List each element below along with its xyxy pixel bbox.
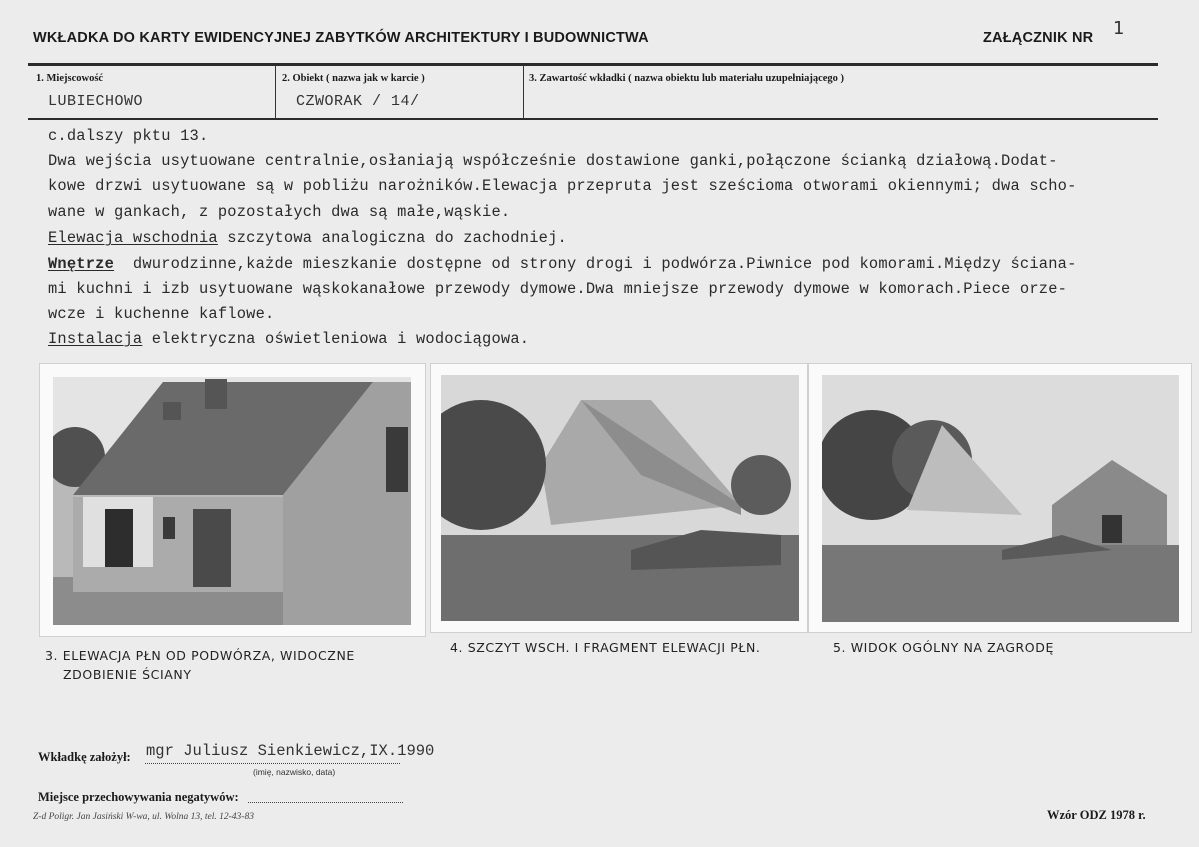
photo-east-gable — [431, 364, 807, 632]
photo-caption: ZDOBIENIE ŚCIANY — [63, 667, 192, 682]
header-rule-bottom — [28, 118, 1158, 120]
section-heading: Instalacja — [48, 330, 143, 348]
locality-label: 1. Miejscowość — [36, 73, 104, 84]
body-line: wane w gankach, z pozostałych dwa są małe,wąskie. — [48, 203, 511, 221]
object-value: CZWORAK / 14/ — [296, 93, 420, 110]
negatives-label: Miejsce przechowywania negatywów: — [38, 790, 239, 804]
photo-farmstead-view — [809, 364, 1191, 632]
content-label: 3. Zawartość wkładki ( nazwa obiektu lub materiału uzupełniającego ) — [529, 73, 845, 84]
annex-number: 1 — [1113, 18, 1125, 39]
body-line: mi kuchni i izb usytuowane wąskokanałowe przewody dymowe.Dwa mniejsze przewody dymowe w komorach.Piece orze- — [48, 280, 1068, 298]
field-divider — [523, 66, 524, 118]
field-divider — [275, 66, 276, 118]
photo-image — [441, 375, 799, 621]
locality-value: LUBIECHOWO — [48, 93, 144, 110]
body-line: Elewacja wschodnia szczytowa analogiczna do zachodniej. — [48, 229, 567, 247]
author-value: mgr Juliusz Sienkiewicz,IX.1990 — [146, 742, 435, 760]
body-line: Instalacja elektryczna oświetleniowa i wodociągowa. — [48, 330, 530, 348]
author-label: Wkładkę założył: — [38, 750, 131, 764]
object-label: 2. Obiekt ( nazwa jak w karcie ) — [282, 73, 425, 84]
body-line: wcze i kuchenne kaflowe. — [48, 305, 275, 323]
annex-label: ZAŁĄCZNIK NR — [983, 30, 1094, 46]
form-id: Wzór ODZ 1978 r. — [1047, 808, 1146, 822]
photo-image — [822, 375, 1179, 622]
header-rule-top — [28, 63, 1158, 66]
photo-caption: 3. ELEWACJA PŁN OD PODWÓRZA, WIDOCZNE — [45, 648, 355, 663]
section-heading: Elewacja wschodnia — [48, 229, 218, 247]
body-line: c.dalszy pktu 13. — [48, 127, 209, 145]
printer-imprint: Z-d Poligr. Jan Jasiński W-wa, ul. Wolna 13, tel. 12-43-83 — [33, 812, 254, 822]
document-title: WKŁADKA DO KARTY EWIDENCYJNEJ ZABYTKÓW ARCHITEKTURY I BUDOWNICTWA — [33, 30, 649, 46]
author-sublabel: (imię, nazwisko, data) — [253, 767, 336, 777]
body-line: kowe drzwi usytuowane są w pobliżu narożników.Elewacja przepruta jest sześcioma otworami okiennymi; dwa scho- — [48, 177, 1077, 195]
photo-north-elevation — [40, 364, 425, 636]
body-line: Dwa wejścia usytuowane centralnie,osłaniają współcześnie dostawione ganki,połączone ścianką działową.Dodat- — [48, 152, 1058, 170]
photo-image — [53, 377, 411, 625]
author-dotted-line — [145, 763, 400, 764]
negatives-dotted-line — [248, 802, 403, 803]
photo-caption: 4. SZCZYT WSCH. I FRAGMENT ELEWACJI PŁN. — [450, 640, 761, 655]
section-heading: Wnętrze — [48, 255, 115, 273]
body-line: Wnętrze dwurodzinne,każde mieszkanie dostępne od strony drogi i podwórza.Piwnice pod komorami.Między ściana- — [48, 255, 1077, 273]
photo-caption: 5. WIDOK OGÓLNY NA ZAGRODĘ — [833, 640, 1054, 655]
